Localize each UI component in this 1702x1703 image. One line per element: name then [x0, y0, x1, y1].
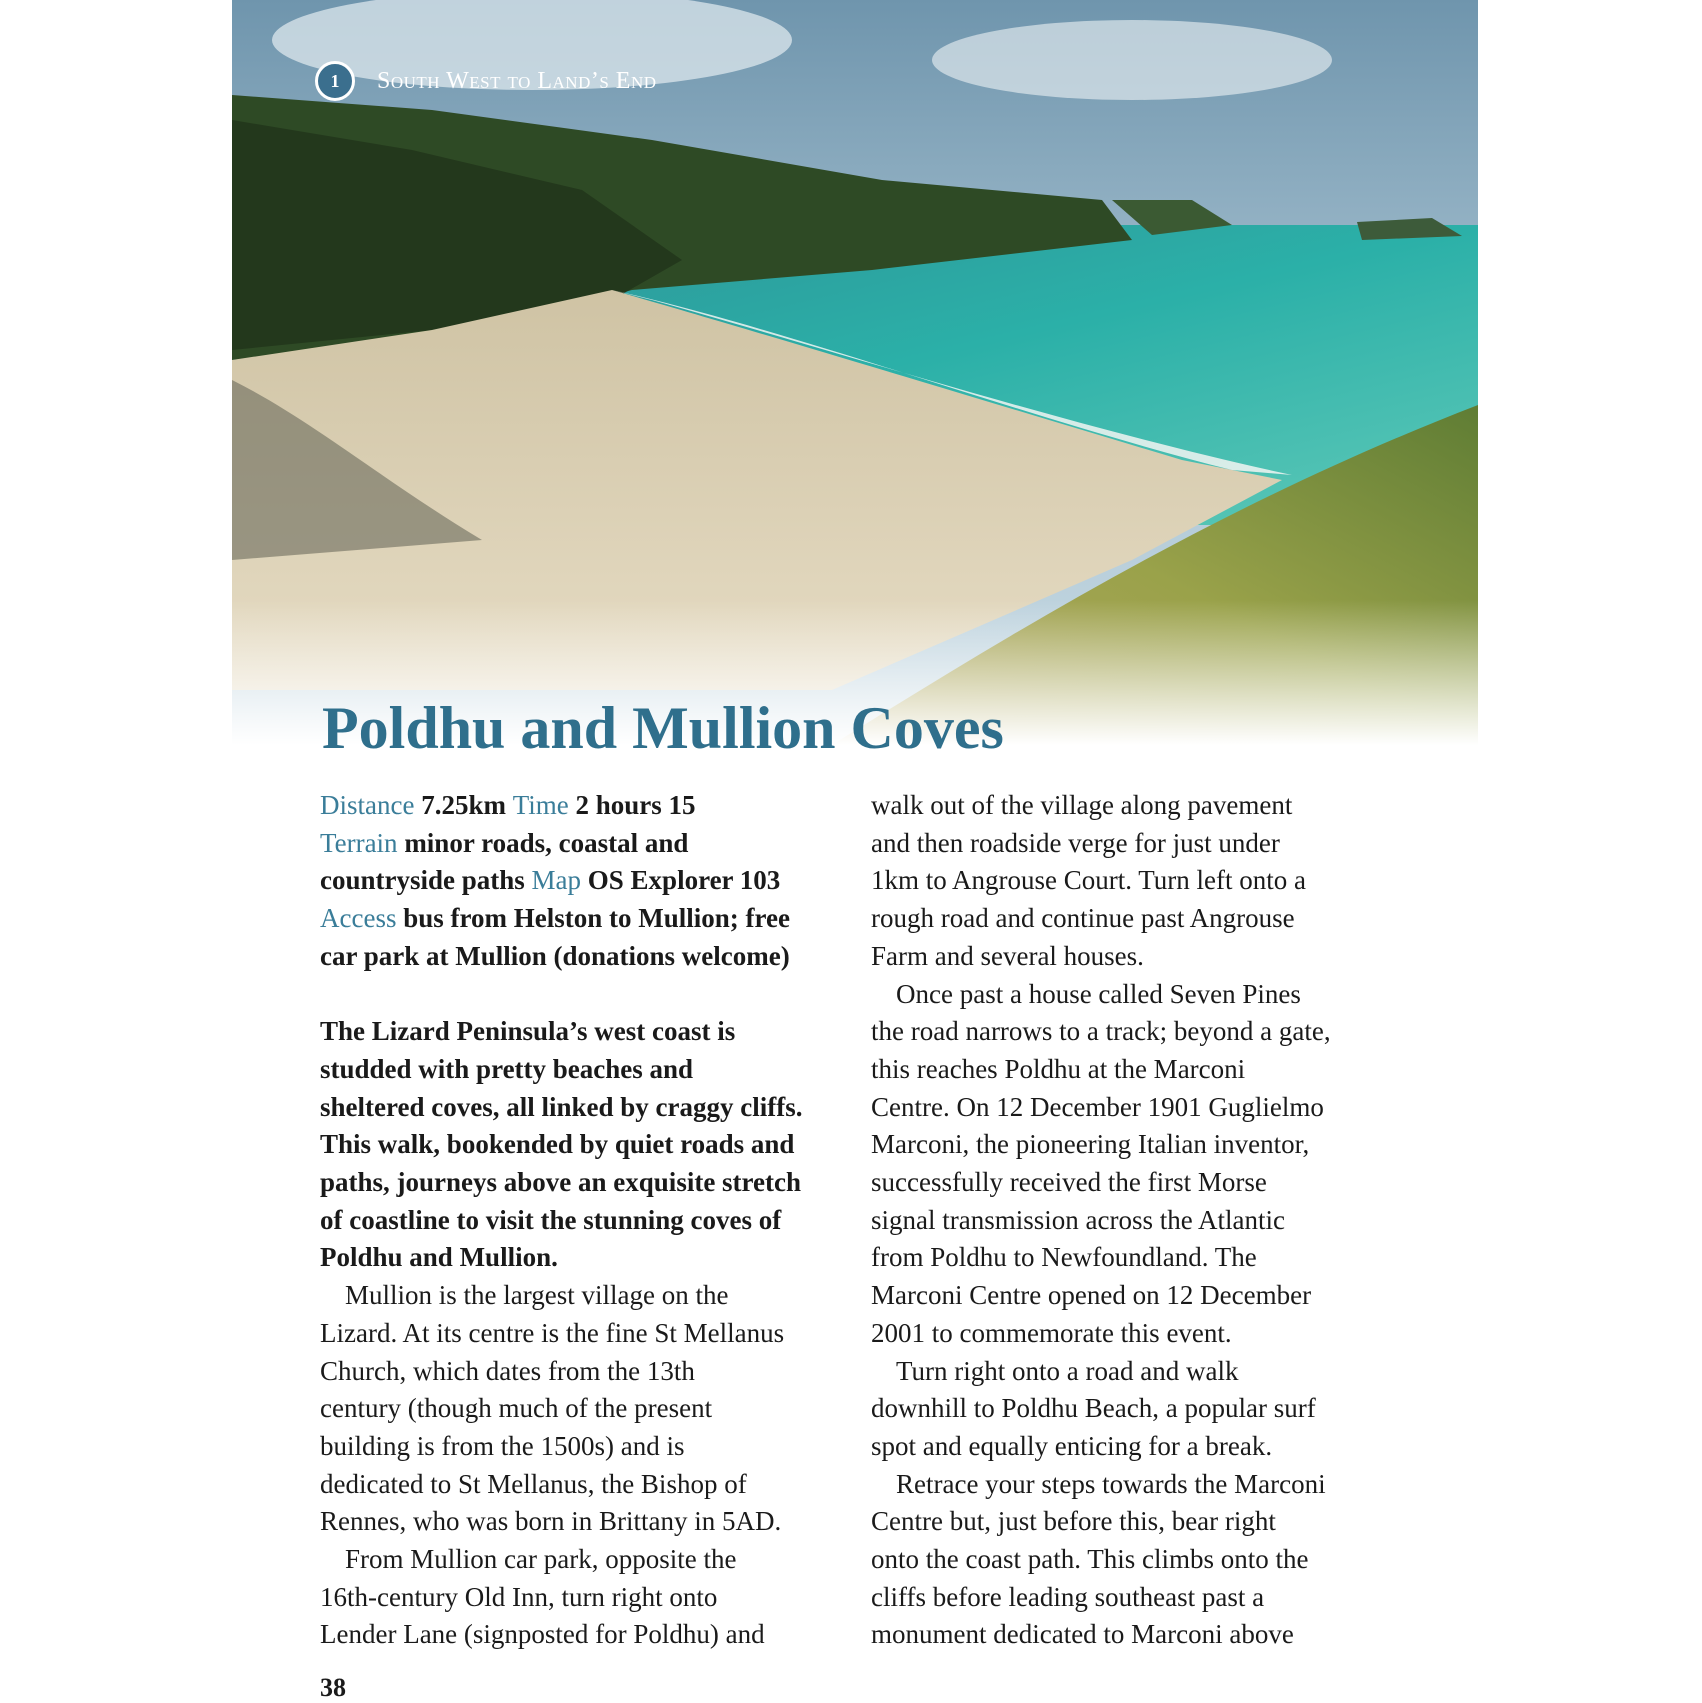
body-line: Once past a house called Seven Pines: [896, 978, 1301, 1009]
body-line: dedicated to St Mellanus, the Bishop of: [320, 1468, 747, 1499]
distance-label: Distance: [320, 790, 415, 820]
intro-line: Poldhu and Mullion.: [320, 1242, 558, 1273]
intro-line: The Lizard Peninsula’s west coast is: [320, 1016, 736, 1047]
body-line: Church, which dates from the 13th: [320, 1355, 695, 1386]
intro-line: sheltered coves, all linked by craggy cliffs.: [320, 1091, 803, 1122]
body-line: Marconi, the pioneering Italian inventor,: [871, 1129, 1310, 1160]
body-line: Centre. On 12 December 1901 Guglielmo: [871, 1091, 1324, 1122]
body-line: Marconi Centre opened on 12 December: [871, 1280, 1312, 1311]
chapter-header: [315, 61, 657, 101]
info-line: [320, 825, 802, 863]
body-line: onto the coast path. This climbs onto the: [871, 1544, 1309, 1575]
column-left: [320, 787, 802, 1654]
terrain-value: minor roads, coastal and: [404, 827, 689, 858]
body-line: Retrace your steps towards the Marconi: [896, 1468, 1326, 1499]
intro-line: of coastline to visit the stunning coves of: [320, 1204, 782, 1235]
body-line: Lizard. At its centre is the fine St Mellanus: [320, 1317, 785, 1348]
body-line: 1km to Angrouse Court. Turn left onto a: [871, 865, 1307, 896]
body-line: this reaches Poldhu at the Marconi: [871, 1053, 1246, 1084]
access-value: car park at Mullion (donations welcome): [320, 940, 790, 971]
body-line: spot and equally enticing for a break.: [871, 1430, 1273, 1461]
body-line: 2001 to commemorate this event.: [871, 1317, 1232, 1348]
info-line: [320, 862, 802, 900]
walk-title: Poldhu and Mullion Coves: [322, 695, 1004, 761]
body-line: from Poldhu to Newfoundland. The: [871, 1242, 1257, 1273]
hero-photo-coastline: [232, 0, 1478, 745]
time-value: 2 hours 15: [575, 790, 696, 820]
body-line: successfully received the first Morse: [871, 1167, 1267, 1198]
terrain-value: countryside paths: [320, 865, 525, 896]
body-line: walk out of the village along pavement: [871, 790, 1293, 820]
body-line: building is from the 1500s) and is: [320, 1430, 685, 1461]
body-line: Farm and several houses.: [871, 940, 1144, 971]
access-label: Access: [320, 903, 397, 934]
time-label: Time: [512, 790, 569, 820]
chapter-number-badge: 1: [315, 61, 355, 101]
intro-line: studded with pretty beaches and: [320, 1053, 694, 1084]
body-line: Rennes, who was born in Brittany in 5AD.: [320, 1506, 782, 1537]
body-line: downhill to Poldhu Beach, a popular surf: [871, 1393, 1316, 1424]
body-line: 16th-century Old Inn, turn right onto: [320, 1581, 718, 1612]
body-line: cliffs before leading southeast past a: [871, 1581, 1265, 1612]
distance-value: 7.25km: [421, 790, 506, 820]
body-line: signal transmission across the Atlantic: [871, 1204, 1285, 1235]
intro-line: paths, journeys above an exquisite stretch: [320, 1167, 802, 1198]
info-line: [320, 787, 802, 825]
body-line: the road narrows to a track; beyond a gate,: [871, 1016, 1331, 1047]
map-value: OS Explorer 103: [587, 865, 781, 896]
body-line: monument dedicated to Marconi above: [871, 1619, 1294, 1650]
body-line: Mullion is the largest village on the: [345, 1280, 729, 1311]
intro-line: This walk, bookended by quiet roads and: [320, 1129, 795, 1160]
page-number: 38: [320, 1673, 346, 1702]
body-line: Centre but, just before this, bear right: [871, 1506, 1276, 1537]
body-line: From Mullion car park, opposite the: [345, 1544, 737, 1575]
access-value: bus from Helston to Mullion; free: [403, 903, 790, 934]
body-line: Lender Lane (signposted for Poldhu) and: [320, 1619, 765, 1650]
body-line: and then roadside verge for just under: [871, 827, 1280, 858]
body-line: rough road and continue past Angrouse: [871, 903, 1295, 934]
body-line: Turn right onto a road and walk: [896, 1355, 1239, 1386]
info-line: [320, 938, 802, 976]
body-line: century (though much of the present: [320, 1393, 713, 1424]
info-line: [320, 900, 802, 938]
terrain-label: Terrain: [320, 827, 398, 858]
map-label: Map: [531, 865, 582, 896]
column-right: [871, 787, 1331, 1654]
chapter-title: South West to Land’s End: [377, 67, 657, 94]
